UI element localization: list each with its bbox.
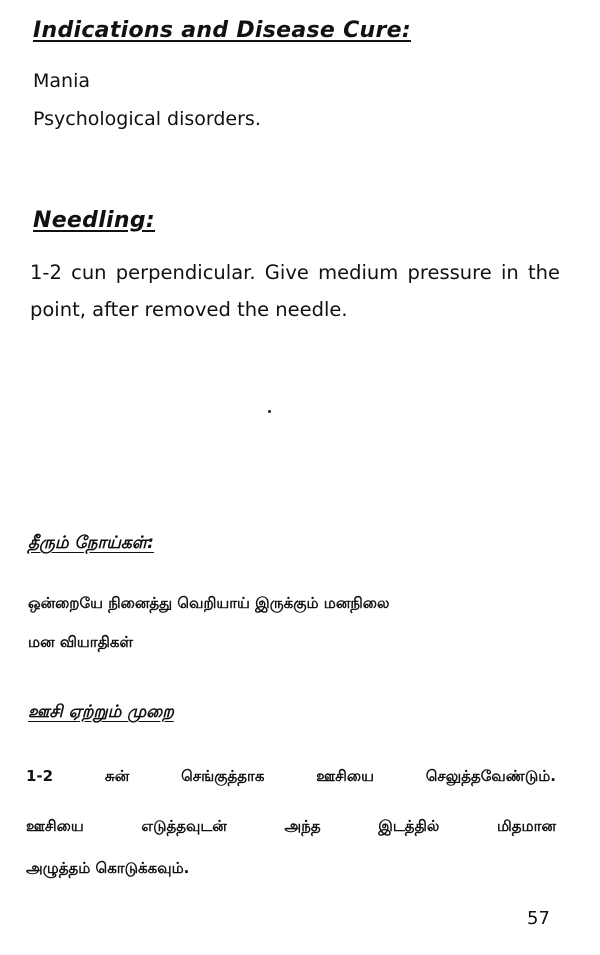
tamil-needling-text	[26, 766, 556, 878]
tamil-needling-line: ஊசியை எடுத்தவுடன் அந்த இடத்தில் மிதமான	[26, 817, 556, 835]
indication-item: Mania	[33, 70, 90, 92]
tamil-indication-item: ஒன்றையே நினைத்து வெறியாய் இருக்கும் மனநிலை	[28, 594, 390, 612]
page-number: 57	[527, 908, 550, 929]
needling-heading: Needling:	[33, 208, 155, 233]
indication-item: Psychological disorders.	[33, 108, 261, 130]
tamil-needling-heading: ஊசி ஏற்றும் முறை	[28, 702, 174, 722]
tamil-indication-item: மன வியாதிகள்	[28, 633, 134, 651]
scan-speck	[268, 410, 271, 413]
needling-text: 1-2 cun perpendicular. Give medium pressure in the point, after removed the needle.	[30, 261, 560, 321]
tamil-needling-line: 1-2 சுன் செங்குத்தாக ஊசியை செலுத்தவேண்டும்.	[26, 767, 556, 785]
indications-heading: Indications and Disease Cure:	[33, 18, 411, 43]
tamil-needling-line: அழுத்தம் கொடுக்கவும்.	[26, 859, 190, 877]
tamil-indications-heading: தீரும் நோய்கள்:	[28, 533, 154, 553]
